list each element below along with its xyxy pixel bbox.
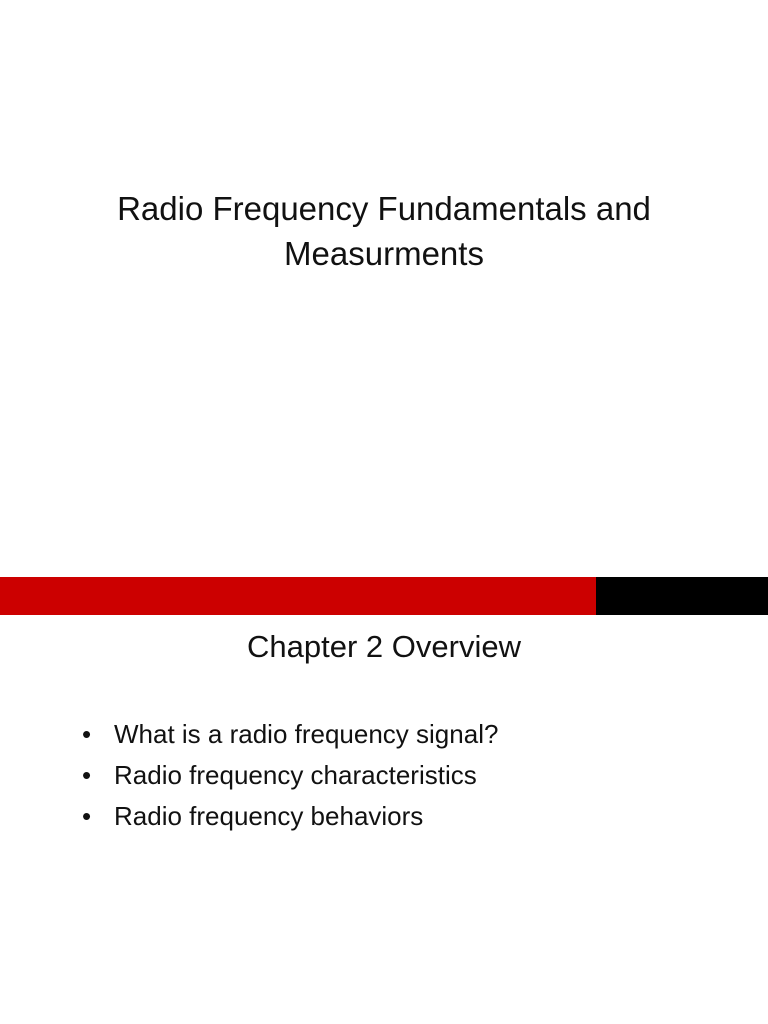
bullet-icon: • — [82, 719, 92, 749]
list-item — [82, 714, 722, 755]
slide-title-line-1: Radio Frequency Fundamentals and — [117, 190, 651, 227]
chapter-heading: Chapter 2 Overview — [247, 629, 521, 664]
slide-title — [40, 186, 728, 276]
divider-red-segment — [0, 577, 596, 615]
divider-black-segment — [596, 577, 768, 615]
bullet-icon: • — [82, 760, 92, 790]
slide-title-line-2: Measurments — [284, 235, 484, 272]
bullet-icon: • — [82, 801, 92, 831]
bullet-text: What is a radio frequency signal? — [114, 719, 499, 749]
list-item — [82, 796, 722, 837]
overview-bullet-list — [82, 714, 722, 837]
list-item — [82, 755, 722, 796]
slide-divider-band — [0, 577, 768, 615]
bullet-text: Radio frequency behaviors — [114, 801, 424, 831]
bullet-text: Radio frequency characteristics — [114, 760, 477, 790]
